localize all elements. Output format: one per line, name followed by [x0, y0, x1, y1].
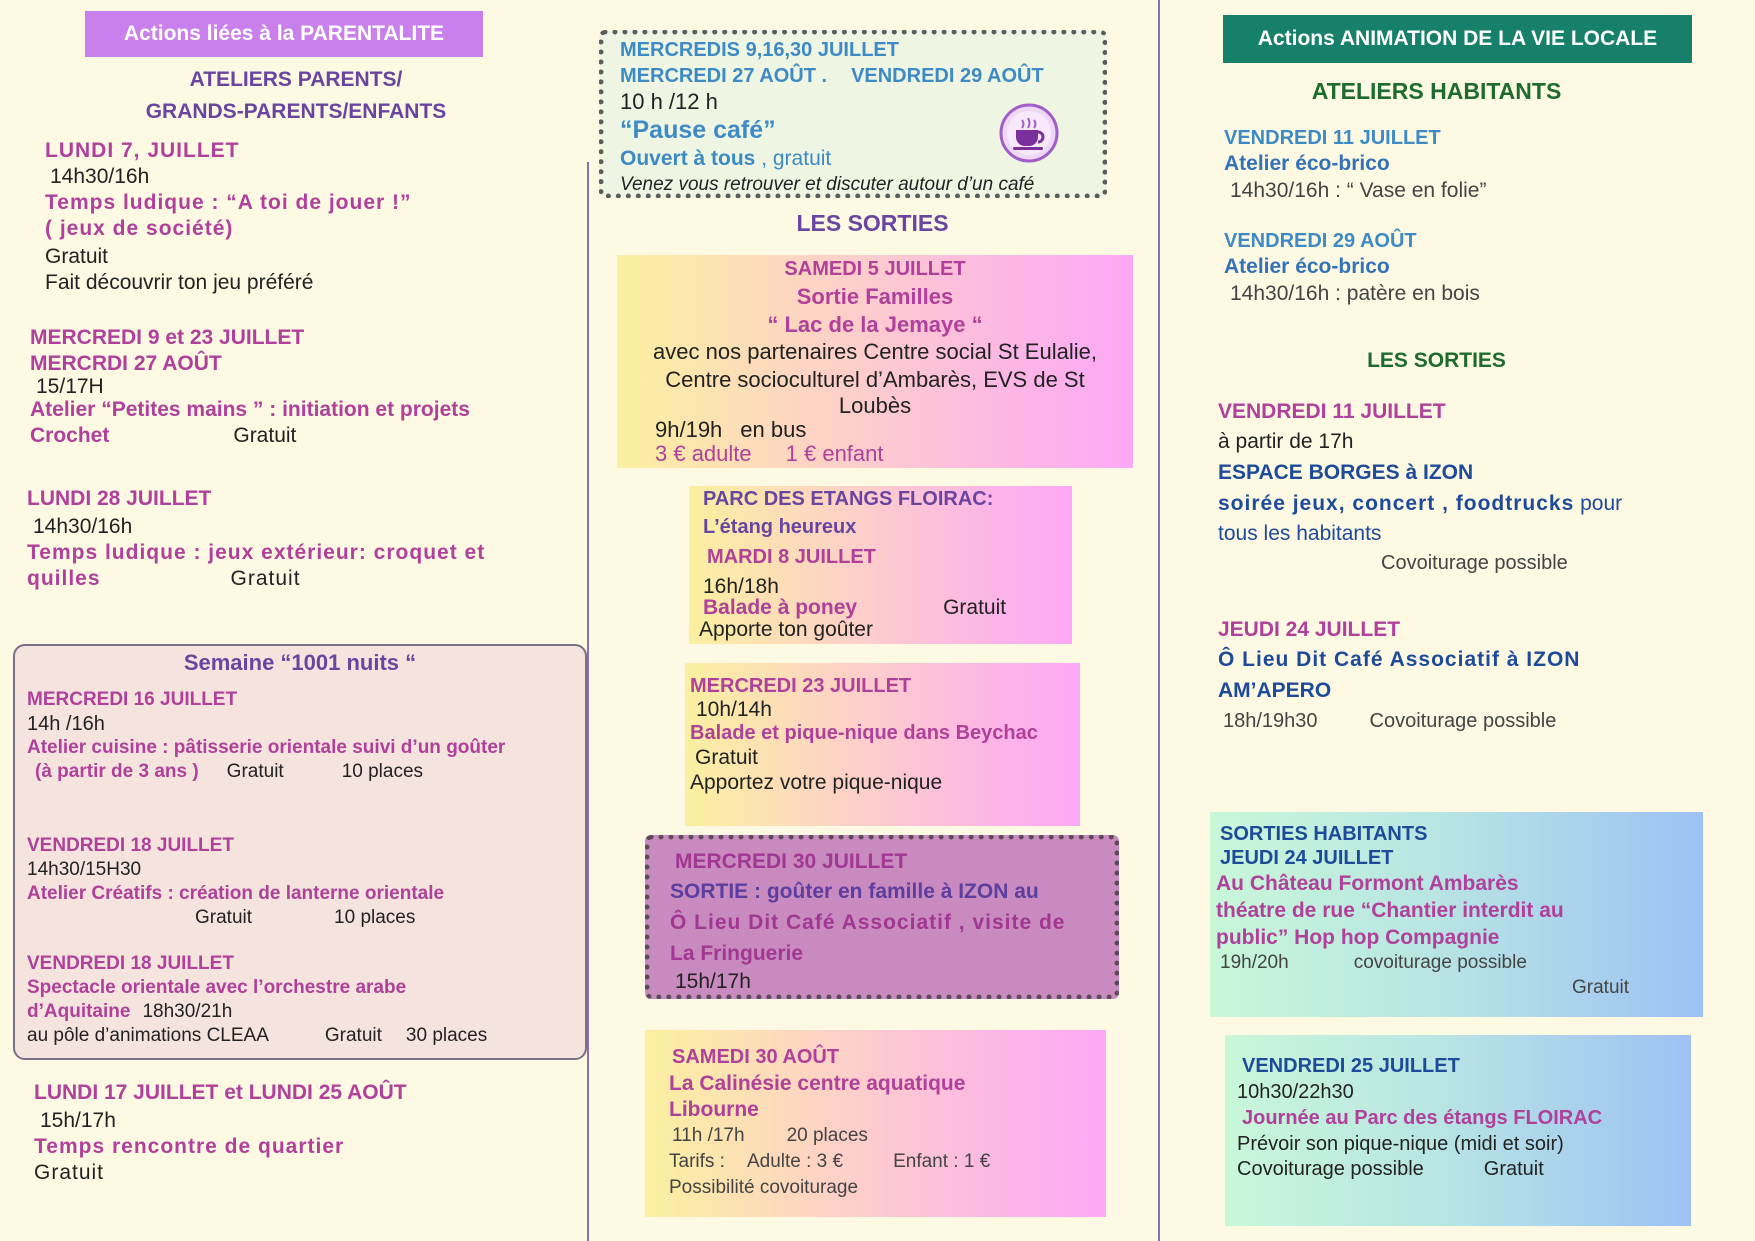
sortie-lac-jemaye — [617, 255, 1133, 468]
event-date: JEUDI 24 JUILLET — [1218, 618, 1401, 641]
event-title: Atelier “Petites mains ” : initiation et projets — [30, 398, 470, 421]
event-time: 14h /16h — [27, 713, 105, 735]
event-title-2: quilles — [27, 567, 101, 590]
event-desc: 14h30/16h : “ Vase en folie” — [1230, 179, 1487, 202]
sortie-habitants-chateau-formont — [1210, 812, 1703, 1017]
event-desc-2: Centre socioculturel d’Ambarès, EVS de St — [665, 367, 1085, 392]
event-date: VENDREDI 29 AOÛT — [1224, 230, 1417, 252]
event-title: Atelier cuisine : pâtisserie orientale suivi d’un goûter — [27, 737, 506, 758]
event-places: 10 places — [341, 761, 424, 782]
event-price-child: 1 € enfant — [785, 441, 884, 466]
event-price: Gratuit — [324, 1025, 382, 1046]
atelier-vase-en-folie — [1224, 125, 1724, 205]
event-title-2: Crochet — [30, 424, 110, 447]
event-date: LUNDI 17 JUILLET et LUNDI 25 AOÛT — [34, 1081, 407, 1104]
column-divider-right — [1158, 0, 1160, 1241]
event-date: SAMEDI 5 JUILLET — [784, 258, 966, 280]
event-time: 18h30/21h — [142, 1001, 233, 1022]
event-title-3: public” Hop hop Compagnie — [1216, 926, 1500, 949]
pause-title: “Pause café” — [620, 116, 776, 144]
event-price: Gratuit — [226, 761, 284, 782]
event-time: 10h30/22h30 — [1237, 1081, 1354, 1103]
event-price: Gratuit — [695, 746, 759, 769]
event-time: 15h/17h — [40, 1109, 116, 1132]
coffee-cup-icon — [999, 103, 1059, 163]
week-title: Semaine “1001 nuits “ — [183, 650, 417, 675]
event-date: VENDREDI 18 JUILLET — [27, 953, 234, 974]
pause-time: 10 h /12 h — [620, 89, 718, 114]
event-subtitle: L’étang heureux — [703, 516, 857, 538]
week-event-cuisine — [27, 688, 577, 784]
event-title: SORTIE : goûter en famille à IZON au — [670, 880, 1039, 903]
event-price: Gratuit — [943, 596, 1007, 619]
event-date: MERCREDI 9 et 23 JUILLET — [30, 326, 305, 349]
event-time: 18h/19h30 — [1223, 710, 1318, 732]
event-date: VENDREDI 11 JUILLET — [1218, 400, 1446, 423]
event-time: 15/17H — [36, 375, 104, 398]
event-title: Balade et pique-nique dans Beychac — [690, 722, 1038, 744]
event-date: MERCREDI 23 JUILLET — [690, 675, 912, 697]
event-date: SAMEDI 30 AOÛT — [672, 1046, 840, 1068]
event-title-2: Libourne — [669, 1098, 759, 1121]
event-title: Atelier éco-brico — [1224, 255, 1390, 278]
event-price: Gratuit — [45, 245, 109, 268]
event-desc-suffix: pour — [1574, 492, 1623, 515]
event-date: VENDREDI 11 JUILLET — [1224, 127, 1441, 149]
sortie-beychac — [685, 663, 1080, 826]
pause-cafe-box — [599, 30, 1107, 198]
event-title: Journée au Parc des étangs FLOIRAC — [1242, 1107, 1603, 1129]
event-places: 10 places — [334, 907, 416, 928]
event-places: 20 places — [786, 1125, 868, 1146]
event-place: PARC DES ETANGS FLOIRAC: — [703, 488, 994, 510]
event-lundi-7-juillet — [45, 138, 565, 296]
event-desc: Prévoir son pique-nique (midi et soir) — [1237, 1133, 1564, 1155]
event-title: Au Château Formont Ambarès — [1216, 872, 1519, 895]
event-title-2: Ô Lieu Dit Café Associatif , visite de — [670, 911, 1066, 934]
pause-dates-1: MERCREDIS 9,16,30 JUILLET — [620, 39, 899, 61]
week-event-spectacle — [27, 952, 577, 1048]
event-title: Atelier éco-brico — [1224, 152, 1390, 175]
event-title: La Calinésie centre aquatique — [669, 1072, 966, 1095]
event-date: MERCREDI 16 JUILLET — [27, 689, 238, 710]
event-date: VENDREDI 18 JUILLET — [27, 835, 234, 856]
sortie-am-apero — [1218, 616, 1684, 736]
event-title: Balade à poney — [703, 596, 858, 619]
event-time: 16h/18h — [703, 575, 779, 598]
event-date: LUNDI 7, JUILLET — [45, 139, 240, 162]
pause-dates-2a: MERCREDI 27 AOÛT . — [620, 65, 828, 87]
event-desc: 14h30/16h : patère en bois — [1230, 282, 1480, 305]
event-title-2: “ Lac de la Jemaye “ — [767, 312, 983, 337]
event-title: Temps ludique : jeux extérieur: croquet et — [27, 541, 486, 564]
sorties-title-right: LES SORTIES — [1367, 349, 1506, 372]
event-desc: soirée jeux, concert , foodtrucks — [1218, 492, 1575, 515]
column-divider-left — [587, 162, 589, 1241]
event-title-3: La Fringuerie — [670, 942, 804, 965]
event-tarifs: Tarifs : — [669, 1151, 725, 1172]
event-place: Ô Lieu Dit Café Associatif à IZON — [1218, 648, 1581, 671]
event-title-2: ( jeux de société) — [45, 217, 234, 240]
ateliers-parents-title — [126, 64, 466, 128]
event-carpool: covoiturage possible — [1353, 952, 1527, 973]
event-price: Gratuit — [34, 1161, 105, 1184]
sortie-gouter-izon — [645, 835, 1119, 999]
sorties-title-middle: LES SORTIES — [796, 210, 949, 236]
event-desc: Fait découvrir ton jeu préféré — [45, 271, 314, 294]
event-date: MARDI 8 JUILLET — [707, 546, 876, 568]
event-price-adult: Adulte : 3 € — [746, 1151, 844, 1172]
event-from: à partir de 17h — [1218, 430, 1354, 453]
subtitle-line1: ATELIERS PARENTS/ — [189, 68, 403, 91]
event-transport: en bus — [740, 417, 807, 442]
event-time: 10h/14h — [696, 698, 772, 721]
event-price-adult: 3 € adulte — [655, 441, 752, 466]
sortie-parc-etangs-poney — [689, 486, 1072, 644]
pause-dates-2b: VENDREDI 29 AOÛT — [851, 65, 1044, 87]
event-title: Atelier Créatifs : création de lanterne orientale — [27, 883, 445, 904]
event-date: LUNDI 28 JUILLET — [27, 487, 212, 510]
atelier-patere-bois — [1224, 228, 1724, 308]
event-date-2: MERCRDI 27 AOÛT — [30, 352, 222, 375]
event-desc-2: tous les habitants — [1218, 522, 1382, 545]
event-place: au pôle d’animations CLEAA — [27, 1025, 269, 1046]
subtitle-line2: GRANDS-PARENTS/ENFANTS — [145, 100, 447, 123]
event-places: 30 places — [405, 1025, 488, 1046]
event-date: VENDREDI 25 JUILLET — [1242, 1055, 1460, 1077]
semaine-1001-nuits-box — [13, 644, 587, 1060]
event-lundi-28-juillet — [27, 486, 572, 592]
pause-open-suffix: , gratuit — [755, 147, 832, 170]
event-carpool: Possibilité covoiturage — [669, 1177, 859, 1198]
parentalite-header: Actions liées à la PARENTALITE — [85, 11, 483, 57]
event-title-2: d’Aquitaine — [27, 1001, 131, 1022]
event-price: Gratuit — [195, 907, 253, 928]
event-time: 15h/17h — [675, 970, 751, 993]
event-price: Gratuit — [233, 424, 297, 447]
sortie-espace-borges — [1218, 398, 1684, 578]
event-desc-1: avec nos partenaires Centre social St Eulalie, — [653, 339, 1097, 364]
event-title: Temps rencontre de quartier — [34, 1135, 345, 1158]
event-date: MERCREDI 30 JUILLET — [675, 850, 908, 873]
pause-desc: Venez vous retrouver et discuter autour d’un café — [620, 174, 1035, 195]
event-time: 14h30/16h — [33, 515, 133, 538]
event-carpool: Covoiturage possible — [1381, 552, 1568, 574]
event-time: 19h/20h — [1220, 952, 1289, 973]
event-time: 11h /17h — [672, 1125, 745, 1146]
event-desc: Apportez votre pique-nique — [690, 771, 943, 794]
event-desc-3: Loubès — [838, 393, 912, 418]
sortie-calinesie — [645, 1030, 1106, 1217]
event-carpool: Covoiturage possible — [1237, 1158, 1424, 1180]
pause-open: Ouvert à tous — [620, 147, 756, 170]
event-price: Gratuit — [1572, 977, 1630, 998]
event-temps-rencontre — [34, 1080, 574, 1186]
event-title-2: théatre de rue “Chantier interdit au — [1216, 899, 1564, 922]
week-event-lanterne — [27, 834, 577, 930]
event-carpool: Covoiturage possible — [1369, 710, 1557, 732]
event-mercredi-petites-mains — [30, 325, 570, 449]
animation-vie-locale-header: Actions ANIMATION DE LA VIE LOCALE — [1223, 15, 1692, 63]
event-time: 9h/19h — [655, 417, 723, 442]
event-place: ESPACE BORGES à IZON — [1218, 461, 1474, 484]
event-date: JEUDI 24 JUILLET — [1220, 847, 1394, 869]
event-price: Gratuit — [1483, 1158, 1544, 1180]
event-price: Gratuit — [230, 567, 301, 590]
event-time: 14h30/15H30 — [27, 859, 142, 880]
event-price-child: Enfant : 1 € — [893, 1151, 991, 1172]
event-time: 14h30/16h — [50, 165, 150, 188]
event-place-2: AM’APERO — [1218, 679, 1332, 702]
event-label: SORTIES HABITANTS — [1220, 823, 1428, 845]
event-title: Spectacle orientale avec l’orchestre arabe — [27, 977, 407, 998]
sortie-parc-etangs-journee — [1225, 1035, 1691, 1226]
ateliers-habitants-title: ATELIERS HABITANTS — [1311, 78, 1562, 104]
event-title: Sortie Familles — [796, 284, 954, 309]
event-age: (à partir de 3 ans ) — [35, 761, 199, 782]
event-title: Temps ludique : “A toi de jouer !” — [45, 191, 412, 214]
event-desc: Apporte ton goûter — [699, 618, 873, 641]
